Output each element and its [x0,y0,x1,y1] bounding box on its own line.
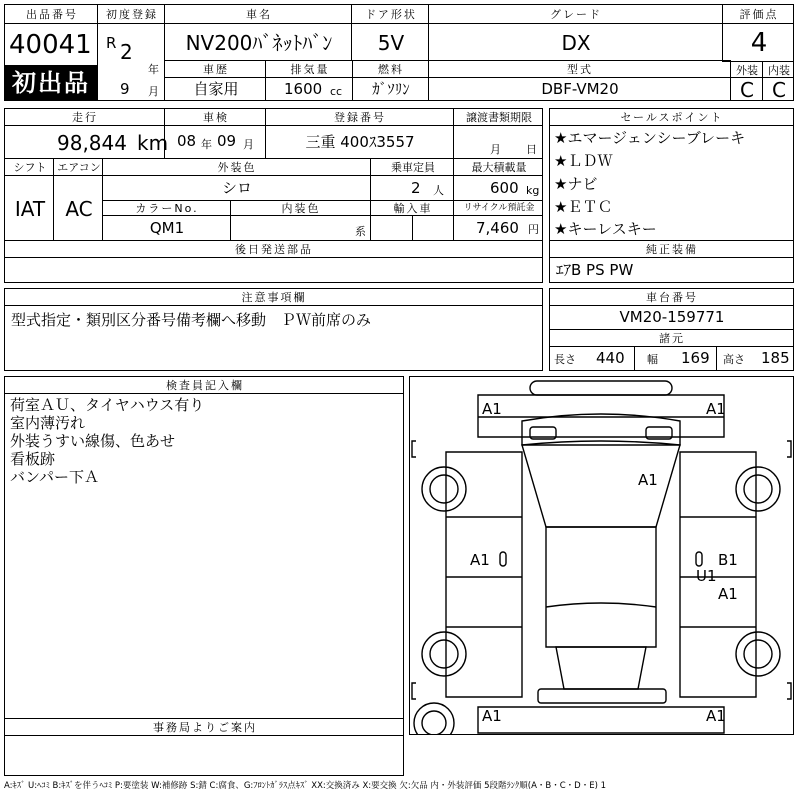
height: 185 [761,349,790,367]
damage-mark: A1 [638,471,658,489]
roof-outline [530,381,672,395]
recycle: 7,460 [476,219,519,237]
color-label-cell [102,158,371,176]
right-side-lines [680,517,756,627]
door-label-cell [351,4,429,24]
sales-points-cell [549,125,794,241]
shift-cell [4,175,54,241]
recycle-unit: 円 [528,223,539,236]
import-cell-right [412,215,454,241]
door-cell [351,23,429,61]
first-listing-text: 初出品 [12,69,90,97]
lot-number-cell [4,23,98,66]
interior-grade: C [772,78,786,102]
plate-label: 登録番号 [334,111,386,124]
rear-outline [556,647,646,689]
capacity-label-cell [370,158,454,176]
top-outline [478,395,724,437]
interior-grade-cell [762,77,794,101]
recycle-label-cell [453,200,543,216]
exterior-label-cell [730,61,763,78]
shift-label-cell [4,158,54,176]
wheel-rr [736,632,780,676]
lot-number: 40041 [9,30,92,60]
inspection-label-cell [164,108,266,126]
capacity-label: 乗車定員 [391,161,435,174]
dims-label: 諸元 [659,332,685,345]
displacement-cell [265,77,353,101]
grade-label: グレード [550,8,602,21]
sales-points-label-cell [549,108,794,126]
car-name-cell [164,23,352,61]
notes-label: 注意事項欄 [241,291,307,304]
length: 440 [596,349,625,367]
wheel-fr [736,467,780,511]
inspection-year-unit: 年 [201,138,212,151]
displacement-label: 排気量 [290,63,330,76]
model-cell [428,77,731,101]
car-name-label: 車名 [246,8,272,21]
equipment-cell [549,257,794,283]
fuel-cell [352,77,429,101]
cabin-line [546,603,656,607]
width-label: 幅 [647,353,658,366]
inspector-label-cell [4,376,404,394]
fuel: ｶﾞｿﾘﾝ [372,80,410,98]
capacity: 2 [411,179,421,197]
notes: 型式指定・類別区分番号備考欄へ移動 ＰＷ前席のみ [11,311,372,329]
color-no: QM1 [149,219,185,237]
damage-mark: A1 [482,400,502,418]
inspection-month-unit: 月 [243,138,254,151]
later-parts-label: 後日発送部品 [235,243,313,256]
door: 5V [377,31,405,55]
sales-point-item: ★ＬＤＷ [554,152,613,170]
office-cell [4,735,404,776]
mileage-label-cell [4,108,165,126]
exterior-label: 外装 [736,64,758,77]
wheel-fr-inner [744,475,772,503]
damage-mark: A1 [482,707,502,725]
later-parts-cell [4,257,543,283]
damage-mark: A1 [718,585,738,603]
cabin-outline [546,527,656,647]
legend-footer: A:ｷｽﾞ U:ﾍｺﾐ B:ｷｽﾞを伴うﾍｺﾐ P:要塗装 W:補修跡 S:錆 C:腐食、G:ﾌﾛﾝﾄｶﾞﾗｽ点ｷｽﾞ XX:交換済み X:要交換 欠:欠品 内・外装評価 5段階ﾗﾝｸ順(A・B・C・D・E) 1 [4,781,607,791]
grade-cell [428,23,723,61]
right-handle [696,552,702,566]
notes-label-cell [4,288,543,306]
width: 169 [681,349,710,367]
model-label-cell [428,60,731,78]
interior-color-label-cell [230,200,371,216]
length-cell [549,346,635,371]
transfer-day-unit: 日 [526,143,537,156]
displacement: 1600 [284,80,323,98]
damage-mark: B1 [718,551,738,569]
reg-year: 2 [120,40,133,64]
inspector-line: バンパー下Ａ [10,468,99,486]
plate: 三重 400ｽ3557 [305,133,415,151]
bracket-right-bottom [787,683,791,699]
car-name-label-cell [164,4,352,24]
load-unit: kg [526,184,540,197]
history-label: 車歴 [203,63,229,76]
mileage-cell [4,125,169,159]
color-no-cell [102,215,231,241]
transfer-label: 譲渡書類期限 [466,111,532,124]
load-label: 最大積載量 [471,161,527,174]
ac-label: エアコン [57,161,101,174]
wheel-rl-inner [430,640,458,668]
bracket-right-top [787,441,791,457]
inspector-label: 検査員記入欄 [166,379,244,392]
chassis-label: 車台番号 [646,291,698,304]
inspection-month: 09 [217,132,237,150]
exterior-grade-cell [730,77,763,101]
chassis-label-cell [549,288,794,306]
left-side-lines [446,517,522,627]
ac-label-cell [53,158,103,176]
sales-points-label: セールスポイント [620,111,724,124]
load-label-cell [453,158,543,176]
height-cell [716,346,794,371]
plate-cell [265,125,454,159]
damage-mark: U1 [696,567,717,585]
recycle-label: リサイクル預託金 [463,203,535,213]
year-unit: 年 [148,63,159,76]
left-handle [500,552,506,566]
sales-point-item: ★ナビ [554,175,598,193]
import-label: 輸入車 [393,202,433,215]
month-unit: 月 [148,85,159,98]
era: R [106,34,117,52]
color-label: 外装色 [217,161,257,174]
capacity-cell [370,175,454,201]
recycle-cell [453,215,543,241]
score-cell [722,23,794,62]
sales-point-item: ★エマージェンシーブレーキ [554,129,746,147]
notes-cell [4,305,543,371]
import-cell [370,215,413,241]
chassis-number: VM20-159771 [619,308,725,326]
first-reg-cell [97,23,165,101]
first-reg-label-cell [97,4,165,24]
sales-point-item: ★キーレスキー [554,220,657,238]
ac: AC [65,197,93,221]
later-parts-label-cell [4,240,543,258]
lot-number-label-cell [4,4,98,24]
car-name: NV200ﾊﾞﾈｯﾄﾊﾞﾝ [185,31,333,55]
wheel-rl [422,632,466,676]
displacement-unit: cc [330,85,343,98]
inspection-label: 車検 [203,111,229,124]
inspector-line: 看板跡 [10,450,56,468]
equipment-label: 純正装備 [646,243,698,256]
history-cell [164,77,266,101]
interior-color-cell [230,215,371,241]
office-label: 事務局よりご案内 [153,721,257,734]
chassis-cell [549,305,794,330]
plate-label-cell [265,108,454,126]
grade: DX [561,31,591,55]
width-cell [634,346,717,371]
color-cell [102,175,371,201]
damage-mark: A1 [470,551,490,569]
score-label: 評価点 [739,8,779,21]
transfer-month-unit: 月 [490,143,501,156]
dims-label-cell [549,329,794,347]
vehicle-diagram [409,376,794,735]
inspector-cell [4,393,404,719]
wheel-rr-inner [744,640,772,668]
wheel-fl [422,467,466,511]
inspector-line: 外装うすい線傷、色あせ [10,432,176,450]
inspection-year: 08 [177,132,197,150]
height-label: 高さ [723,353,745,366]
fuel-label: 燃料 [378,63,404,76]
lot-number-label: 出品番号 [26,8,78,21]
fuel-label-cell [352,60,429,78]
history-label-cell [164,60,266,78]
rear-bumper [538,689,666,703]
load: 600 [490,179,519,197]
spare-wheel-inner [422,711,446,734]
interior-color-suffix: 系 [355,225,366,238]
equipment-label-cell [549,240,794,258]
mileage-label: 走行 [72,111,98,124]
transfer-label-cell [453,108,543,126]
spare-wheel [414,703,454,734]
grade-label-cell [428,4,723,24]
bracket-left-bottom [412,683,416,699]
model: DBF-VM20 [541,80,619,98]
history: 自家用 [193,80,239,98]
equipment: ｴｱB PS PW [556,261,634,279]
sales-point-item: ★ＥＴＣ [554,198,613,216]
interior-label-cell [762,61,794,78]
interior-color-label: 内装色 [281,202,321,215]
color-no-label: カラーNo. [135,202,199,215]
reg-month: 9 [120,80,130,98]
color: シロ [221,179,253,197]
damage-mark: A1 [706,400,726,418]
capacity-unit: 人 [433,184,444,197]
import-label-cell [370,200,454,216]
score: 4 [750,28,768,58]
inspector-line: 荷室ＡＵ、タイヤハウス有り [10,396,205,414]
model-label: 型式 [567,63,593,76]
office-label-cell [4,718,404,736]
transfer-cell [453,125,543,159]
mileage: 98,844 [57,131,127,155]
door-label: ドア形状 [365,8,417,21]
first-listing-badge [4,65,98,101]
damage-mark: A1 [706,707,726,725]
shift-label: シフト [13,161,47,174]
interior-label: 内装 [768,64,790,77]
shift: IAT [14,197,46,221]
first-reg-label: 初度登録 [106,8,158,21]
inspection-cell [164,125,266,159]
mileage-unit: km [137,131,169,155]
length-label: 長さ [554,353,576,366]
displacement-label-cell [265,60,353,78]
rear-door-outline [478,707,724,733]
ac-cell [53,175,103,241]
exterior-grade: C [740,78,754,102]
color-no-label-cell [102,200,231,216]
inspector-line: 室内薄汚れ [10,414,86,432]
bracket-left-top [412,441,416,457]
load-cell [453,175,543,201]
wheel-fl-inner [430,475,458,503]
score-label-cell [722,4,794,24]
